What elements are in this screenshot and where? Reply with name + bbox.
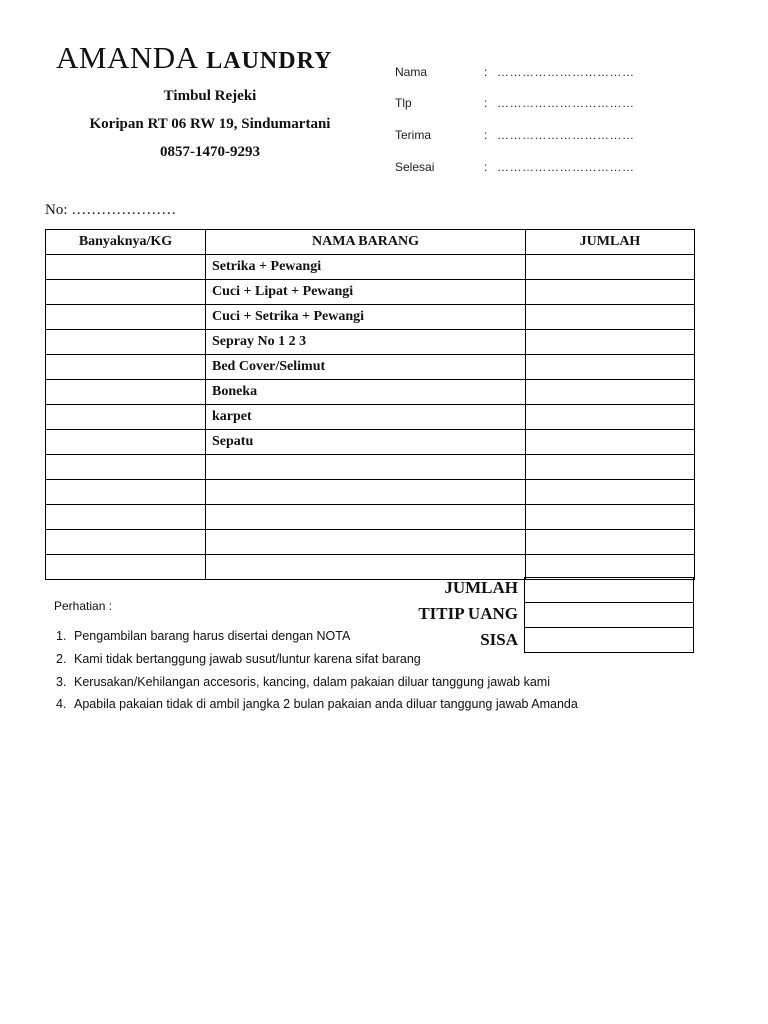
deposit-label: TITIP UANG [418,604,518,623]
note-text: Kerusakan/Kehilangan accesoris, kancing, dalam pakaian diluar tanggung jawab kami [74,675,550,689]
qty-cell[interactable] [46,305,206,330]
shop-phone: 0857-1470-9293 [160,144,260,160]
note-number: 4. [56,697,67,711]
table-row [46,405,695,430]
qty-cell[interactable] [46,380,206,405]
item-name-cell[interactable] [206,455,526,480]
info-label-nama: Nama [395,65,428,79]
item-name-cell: Bed Cover/Selimut [206,355,526,380]
amount-cell[interactable] [526,305,695,330]
table-row [46,330,695,355]
shop-address: Koripan RT 06 RW 19, Sindumartani [89,116,331,132]
note-item [56,629,350,643]
info-field-terima[interactable]: …………………………… [497,128,635,142]
table-row [46,505,695,530]
header-amount: JUMLAH [526,230,695,255]
item-name-cell: Sepatu [206,430,526,455]
qty-cell[interactable] [46,555,206,580]
item-name-cell: Cuci + Setrika + Pewangi [206,305,526,330]
item-name-cell: Cuci + Lipat + Pewangi [206,280,526,305]
info-label-terima: Terima [395,128,432,142]
shop-title-main: AMANDA [56,40,199,75]
item-name-cell[interactable] [206,480,526,505]
item-name-cell[interactable] [206,555,526,580]
table-row [46,255,695,280]
qty-cell[interactable] [46,480,206,505]
amount-cell[interactable] [526,330,695,355]
qty-cell[interactable] [46,280,206,305]
table-row [46,480,695,505]
receipt-number: No: ………………… [45,202,177,218]
amount-cell[interactable] [526,505,695,530]
note-item [56,697,578,711]
shop-title-sub: LAUNDRY [206,48,333,74]
table-row [46,355,695,380]
amount-cell[interactable] [526,455,695,480]
note-item [56,652,421,666]
note-item [56,675,550,689]
item-name-cell: Boneka [206,380,526,405]
amount-cell[interactable] [526,530,695,555]
item-name-cell: Sepray No 1 2 3 [206,330,526,355]
info-label-tlp: Tlp [395,96,412,110]
totals-table [524,577,694,653]
qty-cell[interactable] [46,505,206,530]
table-row [46,455,695,480]
shop-title [56,40,332,76]
qty-cell[interactable] [46,405,206,430]
info-field-selesai[interactable]: …………………………… [497,160,635,174]
amount-cell[interactable] [526,405,695,430]
amount-cell[interactable] [526,480,695,505]
qty-cell[interactable] [46,530,206,555]
note-number: 3. [56,675,67,689]
qty-cell[interactable] [46,430,206,455]
balance-value-cell[interactable] [525,628,694,653]
note-number: 2. [56,652,67,666]
item-name-cell: karpet [206,405,526,430]
amount-cell[interactable] [526,555,695,580]
table-row [46,380,695,405]
shop-tagline: Timbul Rejeki [163,88,257,104]
amount-cell[interactable] [526,355,695,380]
qty-cell[interactable] [46,330,206,355]
item-name-cell[interactable] [206,530,526,555]
qty-cell[interactable] [46,255,206,280]
item-name-cell: Setrika + Pewangi [206,255,526,280]
qty-cell[interactable] [46,355,206,380]
note-text: Apabila pakaian tidak di ambil jangka 2 bulan pakaian anda diluar tanggung jawab Amanda [74,697,578,711]
table-header-row [46,230,695,255]
total-value-cell[interactable] [525,578,694,603]
table-row [46,530,695,555]
amount-cell[interactable] [526,280,695,305]
note-text: Pengambilan barang harus disertai dengan NOTA [74,629,351,643]
info-colon: : [484,160,488,174]
amount-cell[interactable] [526,255,695,280]
info-field-nama[interactable]: …………………………… [497,65,635,79]
balance-label: SISA [480,630,518,649]
items-table [45,229,695,580]
header-quantity: Banyaknya/KG [46,230,206,255]
total-label: JUMLAH [444,578,518,597]
info-label-selesai: Selesai [395,160,435,174]
deposit-value-cell[interactable] [525,603,694,628]
table-row [46,555,695,580]
header-item-name: NAMA BARANG [206,230,526,255]
info-colon: : [484,65,488,79]
item-name-cell[interactable] [206,505,526,530]
info-colon: : [484,96,488,110]
qty-cell[interactable] [46,455,206,480]
table-row [46,430,695,455]
info-colon: : [484,128,488,142]
info-field-tlp[interactable]: …………………………… [497,96,635,110]
amount-cell[interactable] [526,380,695,405]
table-row [46,280,695,305]
note-number: 1. [56,629,67,643]
amount-cell[interactable] [526,430,695,455]
notes-heading: Perhatian : [54,599,113,613]
note-text: Kami tidak bertanggung jawab susut/luntur karena sifat barang [74,652,421,666]
table-row [46,305,695,330]
